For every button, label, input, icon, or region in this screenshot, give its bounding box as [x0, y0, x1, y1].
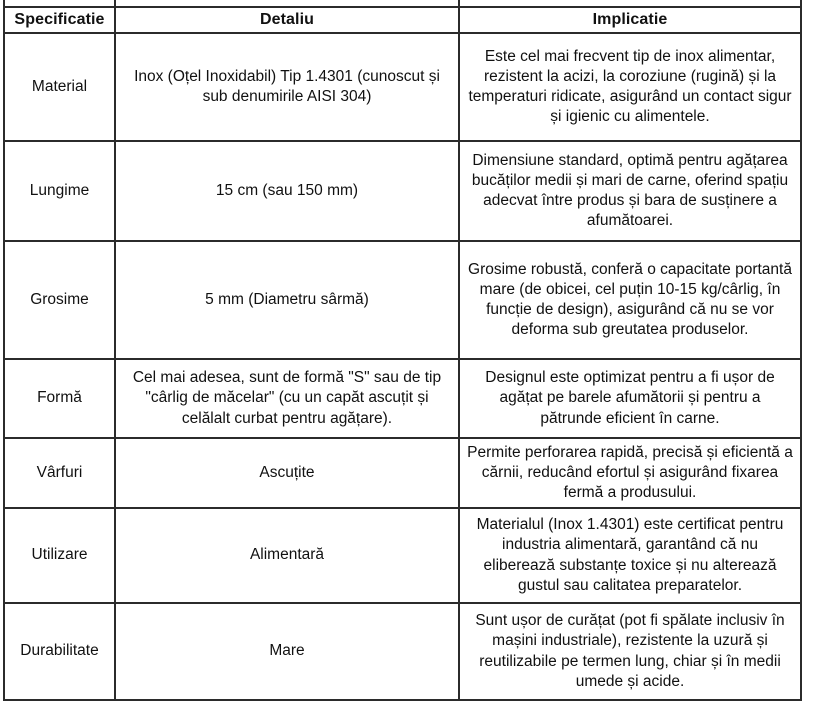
clipped-cell-spec: [4, 0, 115, 7]
table-row: [4, 359, 801, 438]
table-row: [4, 241, 801, 359]
cell-detail: Mare: [115, 603, 459, 700]
clipped-cell-implication: [459, 0, 801, 7]
cell-detail: Alimentară: [115, 508, 459, 603]
table-head: [4, 0, 801, 33]
cell-implication: Designul este optimizat pentru a fi ușor de agățat pe barele afumătorii și pentru a pătrunde eficient în carne.: [459, 359, 801, 438]
cell-detail: Ascuțite: [115, 438, 459, 508]
cell-detail: Inox (Oțel Inoxidabil) Tip 1.4301 (cunoscut și sub denumirile AISI 304): [115, 33, 459, 141]
table-header-row: [4, 7, 801, 33]
cell-specification: Lungime: [4, 141, 115, 241]
cell-specification: Formă: [4, 359, 115, 438]
column-header-specificatie: Specificatie: [4, 7, 115, 33]
cell-implication: Este cel mai frecvent tip de inox alimentar, rezistent la acizi, la coroziune (rugină) și la temperaturi ridicate, asigurând un contact sigur și igienic cu alimentele.: [459, 33, 801, 141]
specifications-table: [3, 0, 802, 701]
table-row: [4, 33, 801, 141]
table-row: [4, 141, 801, 241]
clipped-row-above: [4, 0, 801, 7]
cell-implication: Dimensiune standard, optimă pentru agățarea bucăților medii și mari de carne, oferind spațiu adecvat între produs și bara de susținere a afumătoarei.: [459, 141, 801, 241]
column-header-detaliu: Detaliu: [115, 7, 459, 33]
table-body: [4, 33, 801, 700]
cell-specification: Grosime: [4, 241, 115, 359]
cell-specification: Material: [4, 33, 115, 141]
cell-implication: Permite perforarea rapidă, precisă și eficientă a cărnii, reducând efortul și asigurând fixarea fermă a produsului.: [459, 438, 801, 508]
cell-detail: 15 cm (sau 150 mm): [115, 141, 459, 241]
cell-implication: Grosime robustă, conferă o capacitate portantă mare (de obicei, cel puțin 10-15 kg/cârlig, în funcție de design), asigurând că nu se vor deforma sub greutatea produselor.: [459, 241, 801, 359]
cell-implication: Sunt ușor de curățat (pot fi spălate inclusiv în mașini industriale), rezistente la uzură și reutilizabile pe termen lung, chiar și în medii umede și acide.: [459, 603, 801, 700]
cell-specification: Durabilitate: [4, 603, 115, 700]
column-header-implicatie: Implicatie: [459, 7, 801, 33]
cell-detail: 5 mm (Diametru sârmă): [115, 241, 459, 359]
cell-detail: Cel mai adesea, sunt de formă "S" sau de tip "cârlig de măcelar" (cu un capăt ascuțit și celălalt curbat pentru agățare).: [115, 359, 459, 438]
table-row: [4, 603, 801, 700]
cell-specification: Utilizare: [4, 508, 115, 603]
cell-specification: Vârfuri: [4, 438, 115, 508]
table-row: [4, 438, 801, 508]
clipped-cell-detail: [115, 0, 459, 7]
table-row: [4, 508, 801, 603]
cell-implication: Materialul (Inox 1.4301) este certificat pentru industria alimentară, garantând că nu eliberează substanțe toxice și nu alterează gustul sau calitatea preparatelor.: [459, 508, 801, 603]
